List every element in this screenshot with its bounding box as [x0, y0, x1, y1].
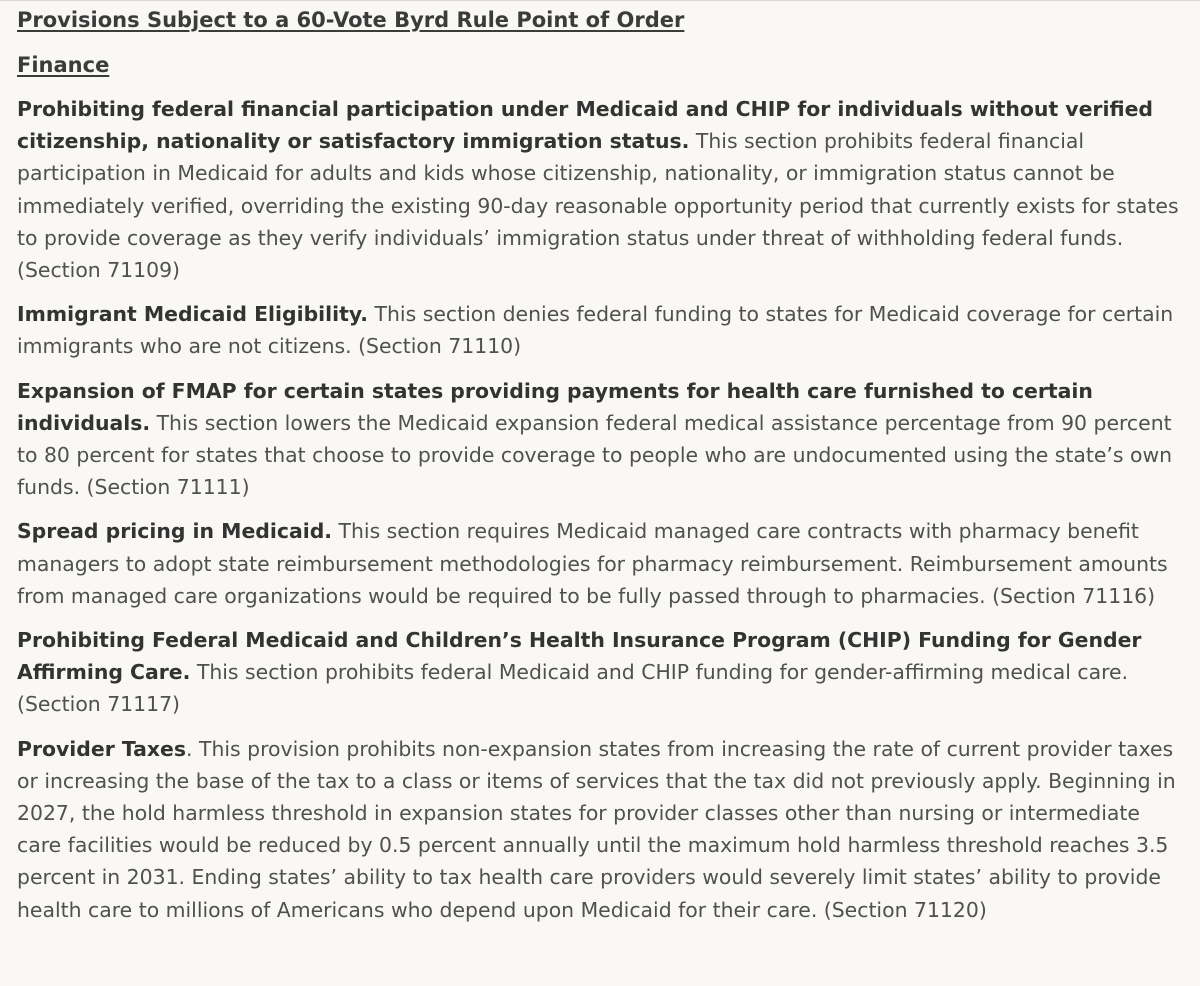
provision-lead: Provider Taxes: [17, 736, 187, 761]
provision-body: . This provision prohibits non-expansion states from increasing the rate of current provider taxes or increasing the base of the tax to a class or items of services that the tax did not previously apply. Beginning in 2027, the hold harmless threshold in expansion states for provider classes other than nursing or intermediate care facilities would be reduced by 0.5 percent annually until the maximum hold harmless threshold reaches 3.5 percent in 2031. Ending states’ ability to tax health care providers would severely limit states’ ability to provide health care to millions of Americans who depend upon Medicaid for their care. (Section 71120): [17, 736, 1176, 922]
section-heading-finance: Finance: [17, 53, 110, 77]
provision-body: This section denies federal funding to states for Medicaid coverage for certain immigrants who are not citizens. (Section 71110): [17, 302, 1174, 359]
provision-paragraph: [17, 624, 1190, 721]
provision-lead: Immigrant Medicaid Eligibility.: [17, 302, 369, 327]
provision-paragraph: [17, 515, 1190, 612]
document-title: Provisions Subject to a 60-Vote Byrd Rule Point of Order: [17, 8, 685, 32]
provision-body: This section prohibits federal Medicaid and CHIP funding for gender-affirming medical care. (Section 71117): [17, 660, 1129, 717]
provision-paragraph: [17, 298, 1190, 362]
provision-lead: Spread pricing in Medicaid.: [17, 519, 333, 544]
provision-body: This section prohibits federal financial participation in Medicaid for adults and kids whose citizenship, nationality, or immigration status cannot be immediately verified, overriding the existing 90-day reasonable opportunity period that currently exists for states to provide coverage as they verify individuals’ immigration status under threat of withholding federal funds. (Section 71109): [17, 129, 1179, 283]
provision-paragraph: [17, 375, 1190, 504]
provision-lead: Prohibiting Federal Medicaid and Children’s Health Insurance Program (CHIP) Funding for Gender Affirming Care.: [17, 628, 1142, 685]
provision-paragraph: [17, 733, 1190, 926]
provision-lead: Expansion of FMAP for certain states providing payments for health care furnished to certain individuals.: [17, 378, 1093, 435]
provision-paragraph: [17, 93, 1190, 286]
provision-body: This section requires Medicaid managed care contracts with pharmacy benefit managers to adopt state reimbursement methodologies for pharmacy reimbursement. Reimbursement amounts from managed care organizations would be required to be fully passed through to pharmacies. (Section 71116): [17, 519, 1168, 608]
provision-lead: Prohibiting federal financial participation under Medicaid and CHIP for individuals without verified citizenship, nationality or satisfactory immigration status.: [17, 97, 1154, 154]
provision-body: This section lowers the Medicaid expansion federal medical assistance percentage from 90 percent to 80 percent for states that choose to provide coverage to people who are undocumented using the state’s own funds. (Section 71111): [17, 410, 1173, 500]
